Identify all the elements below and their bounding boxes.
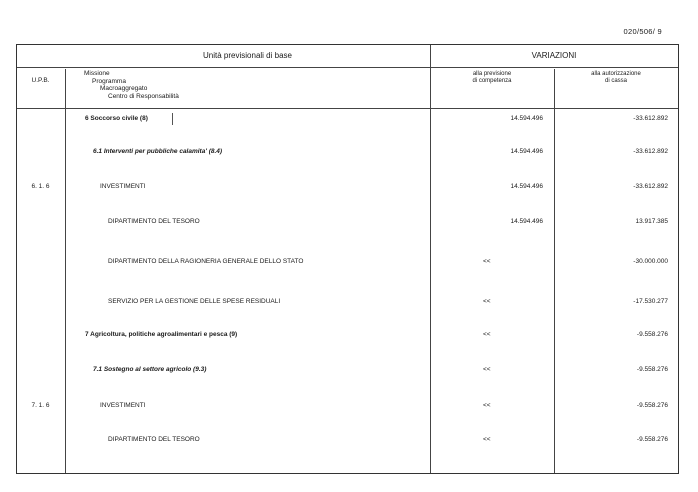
row-competence-value: <<: [483, 331, 491, 338]
row-cash-value: -9.558.276: [636, 436, 668, 443]
hierarchy-header: [84, 70, 179, 100]
row-cash-value: 13.917.385: [635, 218, 668, 225]
hierarchy-responsibility-center: Centro di Responsabilità: [108, 92, 179, 100]
row-upb-code: 6. 1. 6: [31, 183, 50, 190]
row-competence-value: <<: [483, 436, 491, 443]
table-row: [17, 146, 678, 160]
row-competence-value: <<: [483, 402, 491, 409]
budget-variation-table: [16, 44, 679, 474]
table-row: [17, 216, 678, 230]
competence-header-line2: di competenza: [472, 78, 512, 84]
row-cash-value: -9.558.276: [636, 331, 668, 338]
row-label: SERVIZIO PER LA GESTIONE DELLE SPESE RESIDUALI: [108, 298, 281, 305]
table-row: [17, 256, 678, 270]
table-row: [17, 400, 678, 414]
header-title-upb: Unità previsionali di base: [203, 51, 292, 60]
row-competence-value: 14.594.496: [510, 183, 543, 190]
header-divider: [17, 67, 678, 68]
header-bottom-divider: [17, 108, 678, 109]
page-reference: 020/506/ 9: [623, 27, 662, 36]
table-row: [17, 181, 678, 195]
row-label: 6.1 Interventi per pubbliche calamita' (8.4): [93, 148, 223, 155]
table-row: [17, 434, 678, 448]
row-label: DIPARTIMENTO DELLA RAGIONERIA GENERALE DELLO STATO: [108, 258, 304, 265]
table-row: [17, 113, 678, 127]
table-row: [17, 296, 678, 310]
hierarchy-program: Programma: [92, 77, 126, 85]
row-label: 7 Agricoltura, politiche agroalimentari e pesca (9): [85, 331, 238, 338]
header-title-variazioni: VARIAZIONI: [531, 51, 577, 60]
row-cash-value: -9.558.276: [636, 402, 668, 409]
cash-header-line2: di cassa: [604, 78, 627, 84]
row-label: DIPARTIMENTO DEL TESORO: [108, 436, 200, 443]
row-cash-value: -33.612.892: [633, 148, 668, 155]
row-cash-value: -17.530.277: [633, 298, 668, 305]
row-label: INVESTIMENTI: [100, 183, 146, 190]
competence-header-line1: alla previsione: [472, 71, 512, 77]
table-row: [17, 329, 678, 343]
row-competence-value: <<: [483, 366, 491, 373]
cash-header-line1: alla autorizzazione: [591, 71, 641, 77]
row-upb-code: 7. 1. 6: [31, 402, 50, 409]
row-competence-value: <<: [483, 258, 491, 265]
hierarchy-mission: Missione: [84, 70, 110, 77]
row-label: DIPARTIMENTO DEL TESORO: [108, 218, 200, 225]
hierarchy-macroaggregate: Macroaggregato: [100, 85, 148, 92]
row-label: 7.1 Sostegno al settore agricolo (9.3): [93, 366, 207, 373]
vertical-mark: [172, 113, 173, 125]
table-row: [17, 364, 678, 378]
row-competence-value: <<: [483, 298, 491, 305]
row-competence-value: 14.594.496: [510, 148, 543, 155]
row-cash-value: -30.000.000: [633, 258, 668, 265]
row-cash-value: -33.612.892: [633, 115, 668, 122]
competence-column-header: [430, 71, 554, 85]
row-label: INVESTIMENTI: [100, 402, 146, 409]
row-competence-value: 14.594.496: [510, 115, 543, 122]
row-cash-value: -9.558.276: [636, 366, 668, 373]
cash-column-header: [554, 71, 678, 85]
row-label: 6 Soccorso civile (8): [85, 115, 148, 122]
row-cash-value: -33.612.892: [633, 183, 668, 190]
row-competence-value: 14.594.496: [510, 218, 543, 225]
upb-column-header: U.P.B.: [31, 77, 50, 84]
